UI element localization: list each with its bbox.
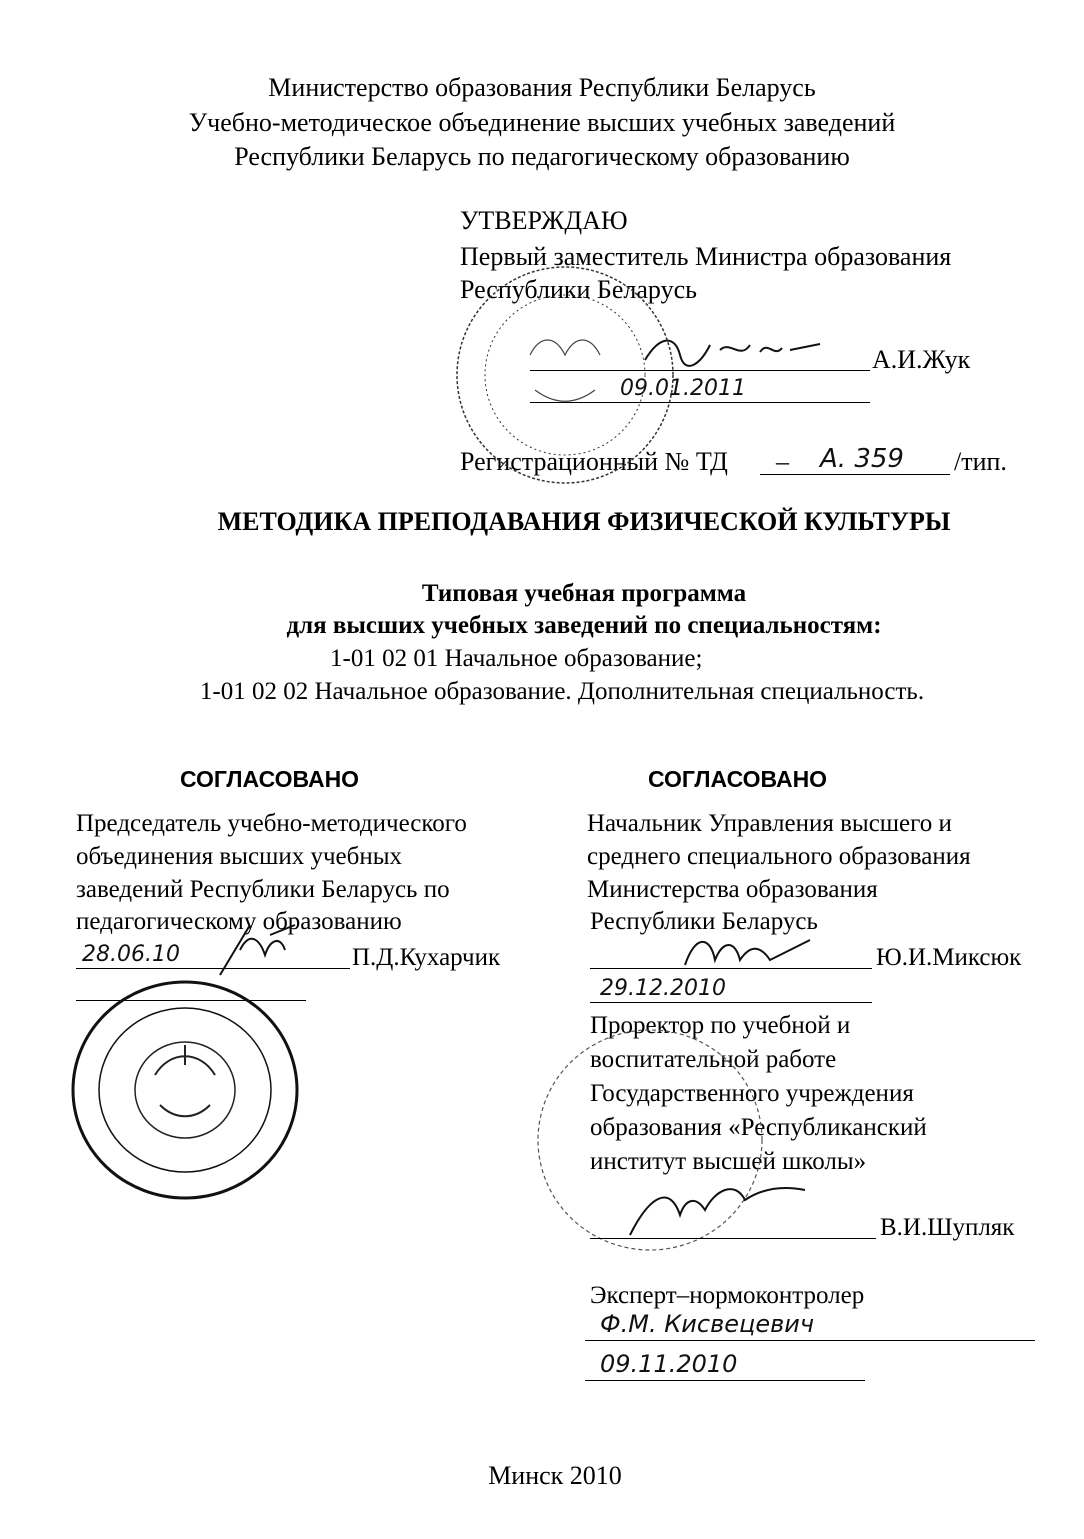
signature-miksyuk <box>680 930 820 970</box>
right-agreed-heading: СОГЛАСОВАНО <box>648 766 828 792</box>
official-seal-left <box>60 975 310 1215</box>
prorector-line-3: Государственного учреждения <box>590 1080 914 1107</box>
document-title: МЕТОДИКА ПРЕПОДАВАНИЯ ФИЗИЧЕСКОЙ КУЛЬТУРЫ <box>217 507 951 536</box>
left-agreed-heading: СОГЛАСОВАНО <box>180 766 360 792</box>
expert-date: 09.11.2010 <box>600 1350 738 1378</box>
right-line-4: Республики Беларусь <box>590 908 818 935</box>
signature-kukharchik <box>210 920 310 980</box>
prorector-line-2: воспитательной работе <box>590 1046 837 1073</box>
header-umo-cont: Республики Беларусь по педагогическому образованию <box>234 142 850 171</box>
right-line-1: Начальник Управления высшего и <box>587 810 952 837</box>
expert-signature-line <box>585 1340 1035 1341</box>
expert-label: Эксперт–нормоконтролер <box>590 1282 865 1309</box>
official-seal-top <box>450 260 690 490</box>
signature-shuplyak <box>620 1180 820 1240</box>
footer-city-year: Минск 2010 <box>488 1461 622 1490</box>
header-ministry: Министерство образования Республики Беларусь <box>268 73 816 102</box>
approval-heading: УТВЕРЖДАЮ <box>460 206 628 235</box>
prorector-line-5: институт высшей школы» <box>590 1148 867 1175</box>
left-line-3: заведений Республики Беларусь по <box>76 876 450 903</box>
registration-label: Регистрационный № ТД <box>460 447 728 476</box>
left-line-1: Председатель учебно-методического <box>76 810 467 837</box>
right-date-line <box>590 1002 872 1003</box>
registration-dash: – <box>776 447 789 476</box>
right-name-2: В.И.Шупляк <box>880 1214 1015 1241</box>
registration-suffix: /тип. <box>954 447 1007 476</box>
specialty-2: 1-01 02 02 Начальное образование. Дополнительная специальность. <box>199 678 925 705</box>
approval-position-1: Первый заместитель Министра образования <box>460 242 952 271</box>
prorector-line-4: образования «Республиканский <box>590 1114 927 1141</box>
left-line-2: объединения высших учебных <box>76 843 403 870</box>
right-date: 29.12.2010 <box>600 976 726 1001</box>
expert-date-line <box>585 1380 865 1381</box>
approval-name: А.И.Жук <box>872 345 971 374</box>
right-name-1: Ю.И.Миксюк <box>876 944 1022 971</box>
prorector-line-1: Проректор по учебной и <box>590 1012 851 1039</box>
approval-position-2: Республики Беларусь <box>460 275 697 304</box>
registration-number: А. 359 <box>820 444 904 474</box>
header-umo: Учебно-методическое объединение высших учебных заведений <box>188 108 896 137</box>
right-line-2: среднего специального образования <box>587 843 971 870</box>
right-line-3: Министерства образования <box>587 876 878 903</box>
program-line-2: для высших учебных заведений по специальностям: <box>286 612 882 639</box>
expert-signature: Ф.М. Кисвецевич <box>600 1310 815 1338</box>
approval-date: 09.01.2011 <box>620 376 746 401</box>
left-line-4: педагогическому образованию <box>76 908 402 935</box>
left-date: 28.06.10 <box>82 942 180 967</box>
specialty-1: 1-01 02 01 Начальное образование; <box>330 645 703 672</box>
program-line-1: Типовая учебная программа <box>421 580 747 607</box>
left-name: П.Д.Кухарчик <box>352 944 501 971</box>
